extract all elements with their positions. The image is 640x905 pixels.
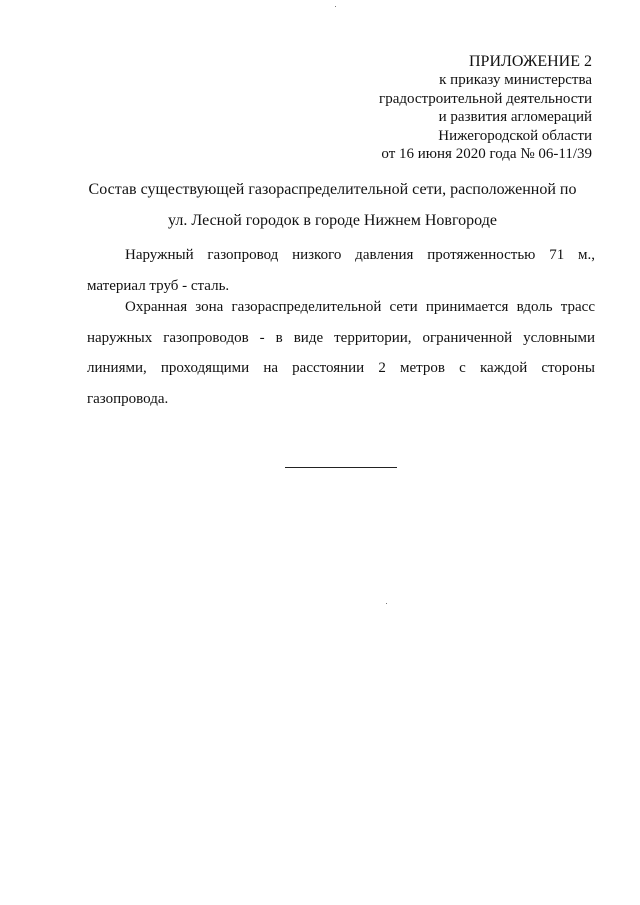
appendix-line-order: к приказу министерства	[439, 72, 592, 88]
scan-speck	[386, 603, 387, 604]
document-title-line-2: ул. Лесной городок в городе Нижнем Новгороде	[168, 212, 497, 229]
paragraph-protection-zone	[87, 292, 595, 414]
appendix-line-date-number: от 16 июня 2020 года № 06-11/39	[381, 146, 592, 162]
paragraph-pipeline-text: Наружный газопровод низкого давления протяженностью 71 м., материал труб - сталь.	[87, 247, 595, 294]
appendix-header	[292, 52, 592, 164]
closing-separator-line	[285, 467, 397, 468]
appendix-heading: ПРИЛОЖЕНИЕ 2	[468, 53, 592, 70]
scan-speck	[335, 6, 336, 7]
appendix-line-agglomerations: и развития агломераций	[438, 109, 592, 125]
appendix-line-ministry: градостроительной деятельности	[379, 90, 592, 107]
document-title	[60, 174, 605, 236]
document-title-line-1: Состав существующей газораспределительной сети, расположенной по	[88, 181, 577, 198]
paragraph-protection-zone-text: Охранная зона газораспределительной сети принимается вдоль трасс наружных газопроводов - в виде территории, ограниченной условными линиями, проходящими на расстоянии 2 метров с каждой стороны газопровода.	[87, 299, 595, 407]
appendix-line-region: Нижегородской области	[438, 127, 592, 144]
